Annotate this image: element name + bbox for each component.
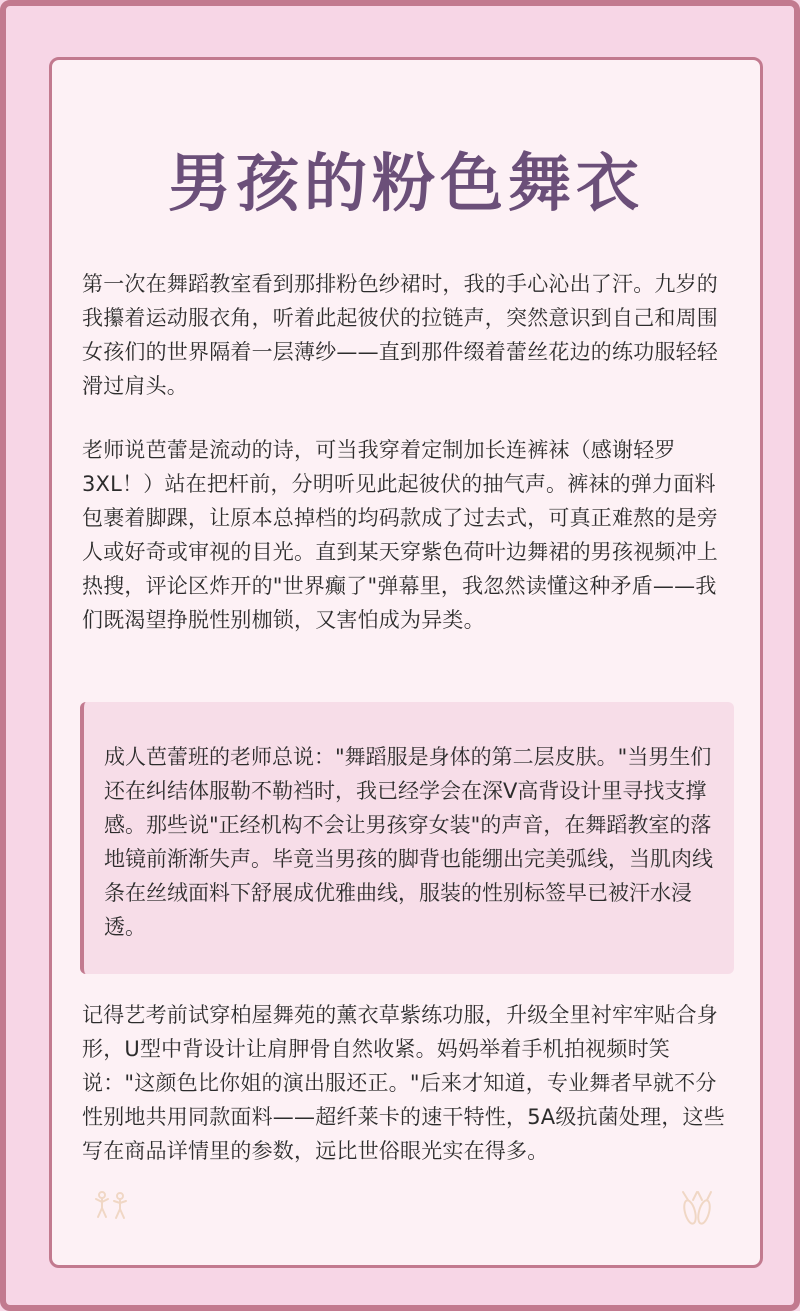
- quote-block: [80, 702, 734, 974]
- article-card: [49, 57, 763, 1268]
- article-title: 男孩的粉色舞衣: [168, 147, 644, 220]
- ballet-shoes-icon: [677, 1190, 717, 1238]
- paragraph-2: 老师说芭蕾是流动的诗，可当我穿着定制加长连裤袜（感谢轻罗3XL！）站在把杆前，分明听见此起彼伏的抽气声。裤袜的弹力面料包裹着脚踝，让原本总掉档的均码款成了过去式，可真正难熬的是旁人或好奇或审视的目光。直到某天穿紫色荷叶边舞裙的男孩视频冲上热搜，评论区炸开的"世界癫了"弹幕里，我忽然读懂这种矛盾——我们既渴望挣脱性别枷锁，又害怕成为异类。: [82, 438, 718, 632]
- paragraph-1: 第一次在舞蹈教室看到那排粉色纱裙时，我的手心沁出了汗。九岁的我攥着运动服衣角，听着此起彼伏的拉链声，突然意识到自己和周围女孩们的世界隔着一层薄纱——直到那件缀着蕾丝花边的练功服轻轻滑过肩头。: [82, 272, 718, 398]
- quote-text: 成人芭蕾班的老师总说："舞蹈服是身体的第二层皮肤。"当男生们还在纠结体服勒不勒裆时，我已经学会在深V高背设计里寻找支撑感。那些说"正经机构不会让男孩穿女装"的声音，在舞蹈教室的落地镜前渐渐失声。毕竟当男孩的脚背也能绷出完美弧线，当肌肉线条在丝绒面料下舒展成优雅曲线，服装的性别标签早已被汗水浸透。: [104, 745, 713, 939]
- dancer-figures-icon: [92, 1190, 132, 1228]
- paragraph-3: 记得艺考前试穿柏屋舞苑的薰衣草紫练功服，升级全里衬牢牢贴合身形，U型中背设计让肩胛骨自然收紧。妈妈举着手机拍视频时笑说："这颜色比你姐的演出服还正。"后来才知道，专业舞者早就不分性别地共用同款面料——超纤莱卡的速干特性，5A级抗菌处理，这些写在商品详情里的参数，远比世俗眼光实在得多。: [82, 1003, 725, 1163]
